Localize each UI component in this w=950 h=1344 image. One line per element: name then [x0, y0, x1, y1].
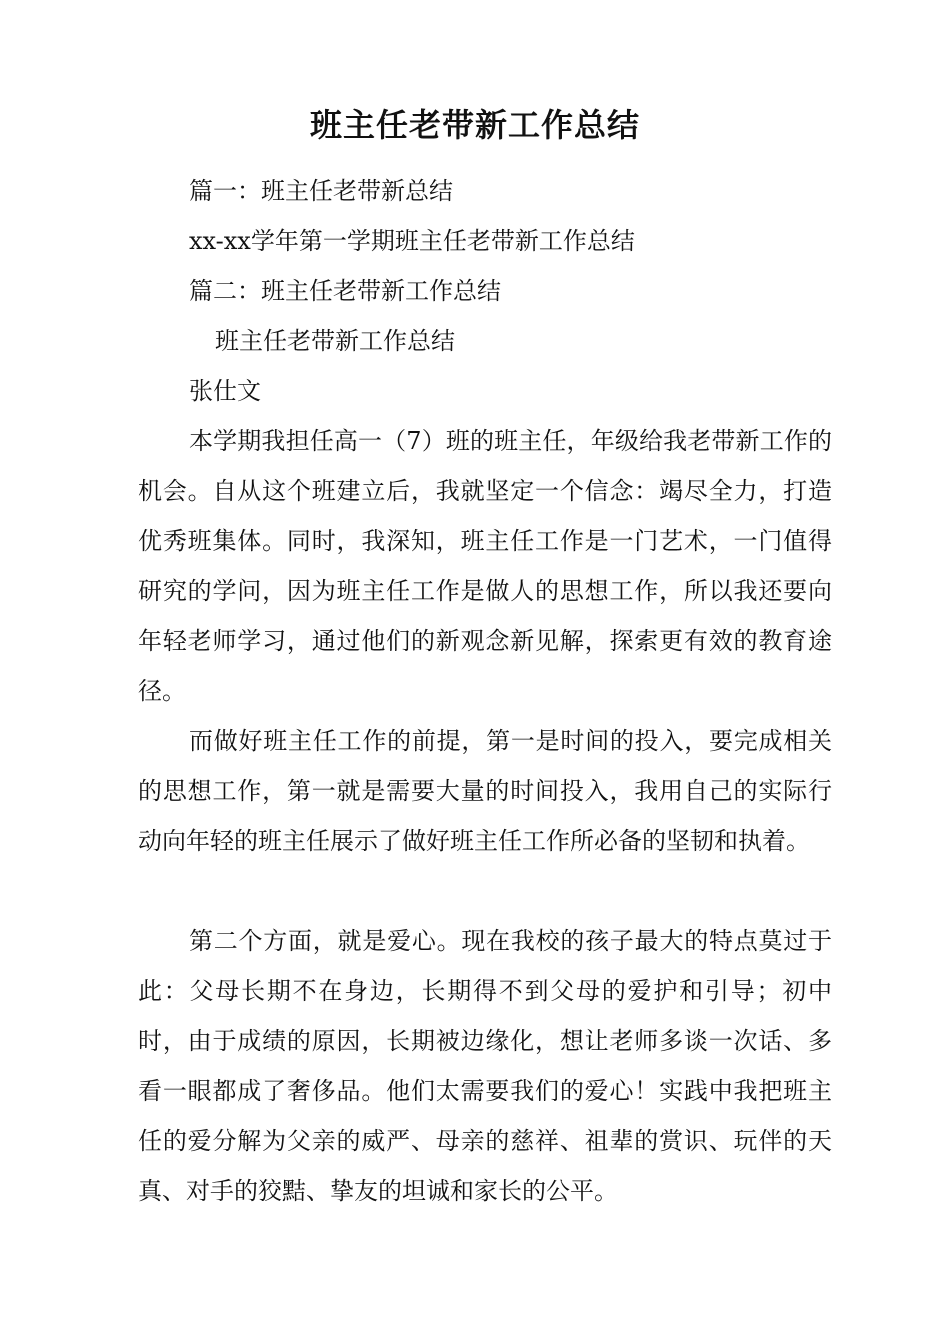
body-paragraph-1: 本学期我担任高一（7）班的班主任，年级给我老带新工作的机会。自从这个班建立后，我就坚定一个信念：竭尽全力，打造优秀班集体。同时，我深知，班主任工作是一门艺术，一门值得研究的学问，因为班主任工作是做人的思想工作，所以我还要向年轻老师学习，通过他们的新观念新见解，探索更有效的教育途径。 — [138, 427, 832, 705]
body-paragraph-3: 第二个方面，就是爱心。现在我校的孩子最大的特点莫过于此：父母长期不在身边，长期得不到父母的爱护和引导；初中时，由于成绩的原因，长期被边缘化，想让老师多谈一次话、多看一眼都成了奢侈品。他们太需要我们的爱心！实践中我把班主任的爱分解为父亲的威严、母亲的慈祥、祖辈的赏识、玩伴的天真、对手的狡黠、挚友的坦诚和家长的公平。 — [138, 927, 832, 1205]
sub-title: 班主任老带新工作总结 — [215, 327, 455, 355]
body-paragraph-2: 而做好班主任工作的前提，第一是时间的投入，要完成相关的思想工作，第一就是需要大量的时间投入，我用自己的实际行动向年轻的班主任展示了做好班主任工作所必备的坚韧和执着。 — [138, 727, 832, 855]
document-title: 班主任老带新工作总结 — [309, 106, 640, 144]
heading-part-two: 篇二：班主任老带新工作总结 — [189, 277, 501, 305]
heading-semester: xx-xx学年第一学期班主任老带新工作总结 — [189, 227, 635, 255]
heading-part-one: 篇一：班主任老带新总结 — [189, 177, 453, 205]
author-name: 张仕文 — [189, 377, 261, 405]
